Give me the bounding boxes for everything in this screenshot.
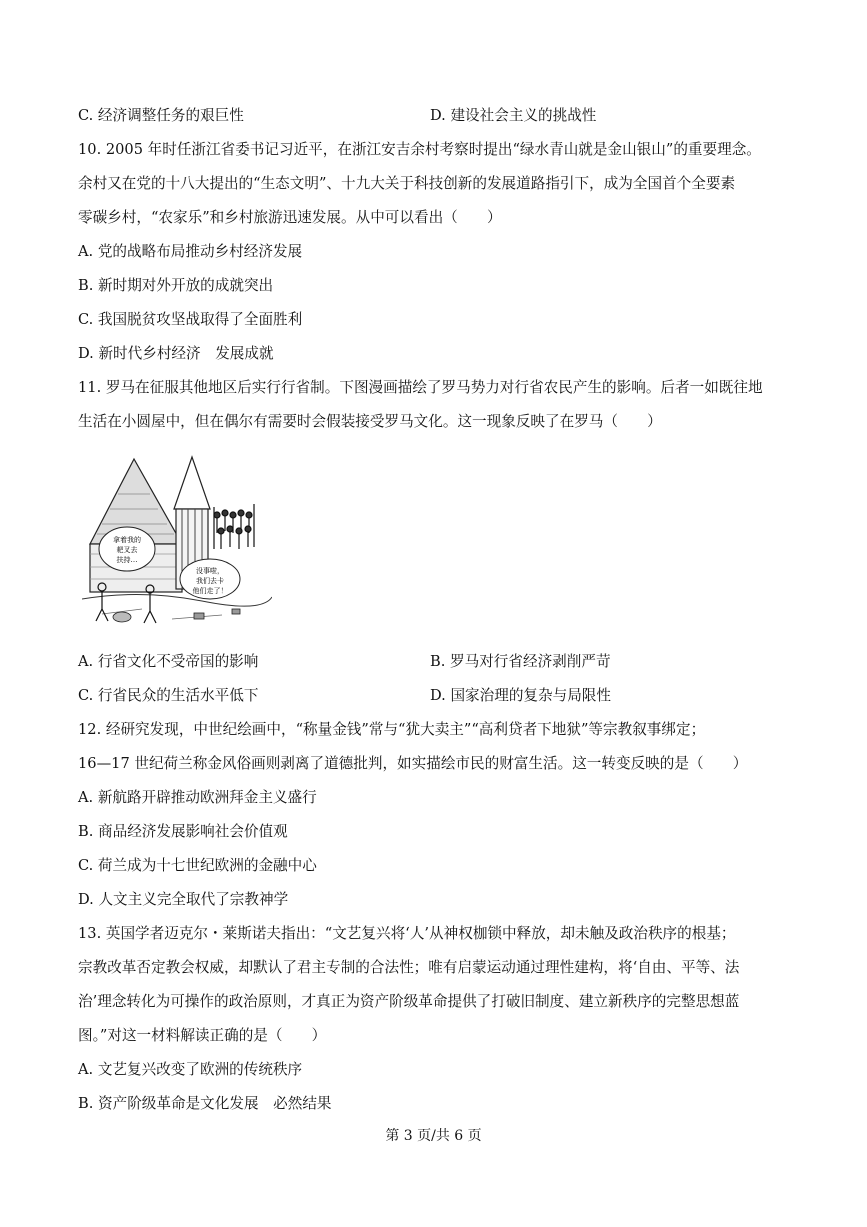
q11-option-a: A. 行省文化不受帝国的影响 [78, 653, 259, 670]
roman-province-cartoon [82, 449, 272, 631]
q12-option-b: B. 商品经济发展影响社会价值观 [78, 823, 288, 840]
q11-option-b: B. 罗马对行省经济剥削严苛 [430, 653, 611, 670]
q13-stem-line-3: 治’理念转化为可操作的政治原则，才真正为资产阶级革命提供了打破旧制度、建立新秩序的完整思想蓝 [78, 993, 740, 1010]
page-number-footer: 第 3 页/共 6 页 [385, 1128, 482, 1144]
q13-stem-line-4: 图。”对这一材料解读正确的是（ ） [78, 1027, 327, 1044]
q11-stem-line-2: 生活在小圆屋中，但在偶尔有需要时会假装接受罗马文化。这一现象反映了在罗马（ ） [78, 413, 662, 430]
svg-text:扶持…: 扶持… [116, 556, 138, 564]
q13-stem-line-2: 宗教改革否定教会权威，却默认了君主专制的合法性；唯有启蒙运动通过理性建构，将‘自由、平等、法 [78, 959, 740, 976]
bubble-right-text: 没事啦， [196, 567, 224, 575]
q12-stem-line-2: 16—17 世纪荷兰称金风俗画则剥离了道德批判，如实描绘市民的财富生活。这一转变反映的是（ ） [78, 755, 748, 772]
bubble-left-text: 拿着我的 [113, 536, 141, 544]
svg-text:他们走了！: 他们走了！ [192, 587, 228, 595]
q11-option-d: D. 国家治理的复杂与局限性 [430, 687, 611, 704]
q10-option-c: C. 我国脱贫攻坚战取得了全面胜利 [78, 311, 303, 328]
q13-stem-line-1: 13. 英国学者迈克尔・莱斯诺夫指出：“文艺复兴将‘人’从神权枷锁中释放，却未触及政治秩序的根基； [78, 925, 736, 942]
q13-option-b: B. 资产阶级革命是文化发展 必然结果 [78, 1095, 332, 1112]
svg-text:我们去卡: 我们去卡 [196, 577, 224, 585]
q10-option-d: D. 新时代乡村经济 发展成就 [78, 345, 274, 362]
q11-stem-line-1: 11. 罗马在征服其他地区后实行行省制。下图漫画描绘了罗马势力对行省农民产生的影响。后者一如既往地 [78, 379, 763, 396]
q10-stem-line-3: 零碳乡村，“农家乐”和乡村旅游迅速发展。从中可以看出（ ） [78, 209, 502, 226]
q9-option-d: D. 建设社会主义的挑战性 [430, 107, 597, 124]
q13-option-a: A. 文艺复兴改变了欧洲的传统秩序 [78, 1061, 303, 1078]
q10-stem-line-1: 10. 2005 年时任浙江省委书记习近平，在浙江安吉余村考察时提出“绿水青山就是金山银山”的重要理念。 [78, 141, 761, 158]
q9-option-c: C. 经济调整任务的艰巨性 [78, 107, 244, 124]
q12-option-c: C. 荷兰成为十七世纪欧洲的金融中心 [78, 857, 317, 874]
q12-option-d: D. 人文主义完全取代了宗教神学 [78, 891, 289, 908]
q10-option-a: A. 党的战略布局推动乡村经济发展 [78, 243, 303, 260]
q11-option-c: C. 行省民众的生活水平低下 [78, 687, 259, 704]
q12-option-a: A. 新航路开辟推动欧洲拜金主义盛行 [78, 789, 317, 806]
q10-stem-line-2: 余村又在党的十八大提出的“生态文明”、十九大关于科技创新的发展道路指引下，成为全国首个全要素 [78, 175, 736, 192]
q12-stem-line-1: 12. 经研究发现，中世纪绘画中，“称量金钱”常与“犹大卖主”“高利贷者下地狱”等宗教叙事绑定； [78, 721, 706, 738]
q10-option-b: B. 新时期对外开放的成就突出 [78, 277, 274, 294]
svg-text:耙叉去: 耙叉去 [116, 546, 138, 554]
